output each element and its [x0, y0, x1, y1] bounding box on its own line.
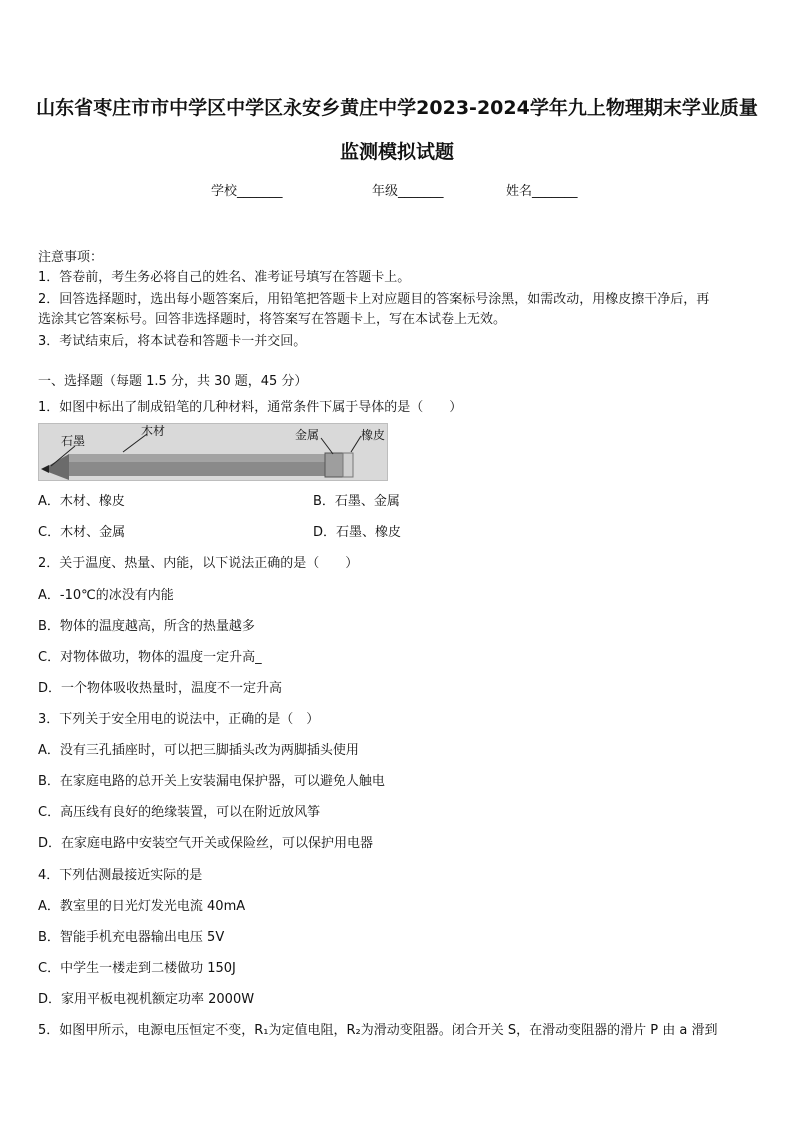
notice-heading: 注意事项：	[38, 250, 104, 265]
q4-option-c[interactable]: C．中学生一楼走到二楼做功 150J	[38, 961, 236, 976]
title-line-2: 监测模拟试题	[339, 141, 454, 163]
q3-option-a[interactable]: A．没有三孔插座时，可以把三脚插头改为两脚插头使用	[38, 743, 359, 758]
q4-option-b[interactable]: B．智能手机充电器输出电压 5V	[38, 930, 225, 945]
label-wood: 木材	[141, 424, 166, 438]
q1-option-a[interactable]: A．木材、橡皮	[38, 494, 125, 509]
q2-option-d[interactable]: D．一个物体吸收热量时，温度不一定升高	[38, 681, 283, 696]
q5-stem: 5．如图甲所示，电源电压恒定不变，R₁为定值电阻，R₂为滑动变阻器。闭合开关 S，在滑动变阻器的滑片 P 由 a 滑到	[38, 1023, 718, 1038]
q4-option-a[interactable]: A．教室里的日光灯发光电流 40mA	[38, 899, 246, 914]
q1-stem: 1．如图中标出了制成铅笔的几种材料，通常条件下属于导体的是（ ）	[38, 400, 463, 415]
notice-item-2: 2．回答选择题时，选出每小题答案后，用铅笔把答题卡上对应题目的答案标号涂黑，如需改动，用橡皮擦干净后，再	[38, 292, 710, 307]
q3-option-c[interactable]: C．高压线有良好的绝缘装置，可以在附近放风筝	[38, 805, 321, 820]
q2-option-c[interactable]: C．对物体做功，物体的温度一定升高_	[38, 650, 262, 665]
q1-option-d[interactable]: D．石墨、橡皮	[313, 525, 402, 540]
pencil-figure	[38, 423, 388, 481]
section-heading: 一、选择题（每题 1.5 分，共 30 题，45 分）	[38, 374, 308, 389]
q3-option-b[interactable]: B．在家庭电路的总开关上安装漏电保护器，可以避免人触电	[38, 774, 385, 789]
notice-item-3: 3．考试结束后，将本试卷和答题卡一并交回。	[38, 334, 307, 349]
q4-stem: 4．下列估测最接近实际的是	[38, 868, 203, 883]
label-metal: 金属	[295, 428, 320, 442]
label-rubber: 橡皮	[361, 428, 386, 442]
q2-option-a[interactable]: A．-10℃的冰没有内能	[38, 588, 174, 603]
title-line-1: 山东省枣庄市市中学区中学区永安乡黄庄中学2023-2024学年九上物理期末学业质量	[36, 97, 758, 119]
label-graphite: 石墨	[61, 434, 86, 448]
q1-option-b[interactable]: B．石墨、金属	[313, 494, 400, 509]
pencil-drawing	[39, 424, 387, 480]
school-field[interactable]: 学校_______	[211, 184, 283, 199]
notice-item-1: 1．答卷前，考生务必将自己的姓名、准考证号填写在答题卡上。	[38, 270, 411, 285]
q4-option-d[interactable]: D．家用平板电视机额定功率 2000W	[38, 992, 255, 1007]
q1-option-c[interactable]: C．木材、金属	[38, 525, 126, 540]
grade-field[interactable]: 年级_______	[372, 184, 444, 199]
notice-item-2-cont: 选涂其它答案标号。回答非选择题时，将答案写在答题卡上，写在本试卷上无效。	[38, 312, 507, 327]
q3-option-d[interactable]: D．在家庭电路中安装空气开关或保险丝，可以保护用电器	[38, 836, 374, 851]
q2-stem: 2．关于温度、热量、内能，以下说法正确的是（ ）	[38, 556, 359, 571]
page-title	[20, 86, 774, 174]
name-field[interactable]: 姓名_______	[506, 184, 578, 199]
q3-stem: 3．下列关于安全用电的说法中，正确的是（ ）	[38, 712, 320, 727]
q2-option-b[interactable]: B．物体的温度越高，所含的热量越多	[38, 619, 255, 634]
